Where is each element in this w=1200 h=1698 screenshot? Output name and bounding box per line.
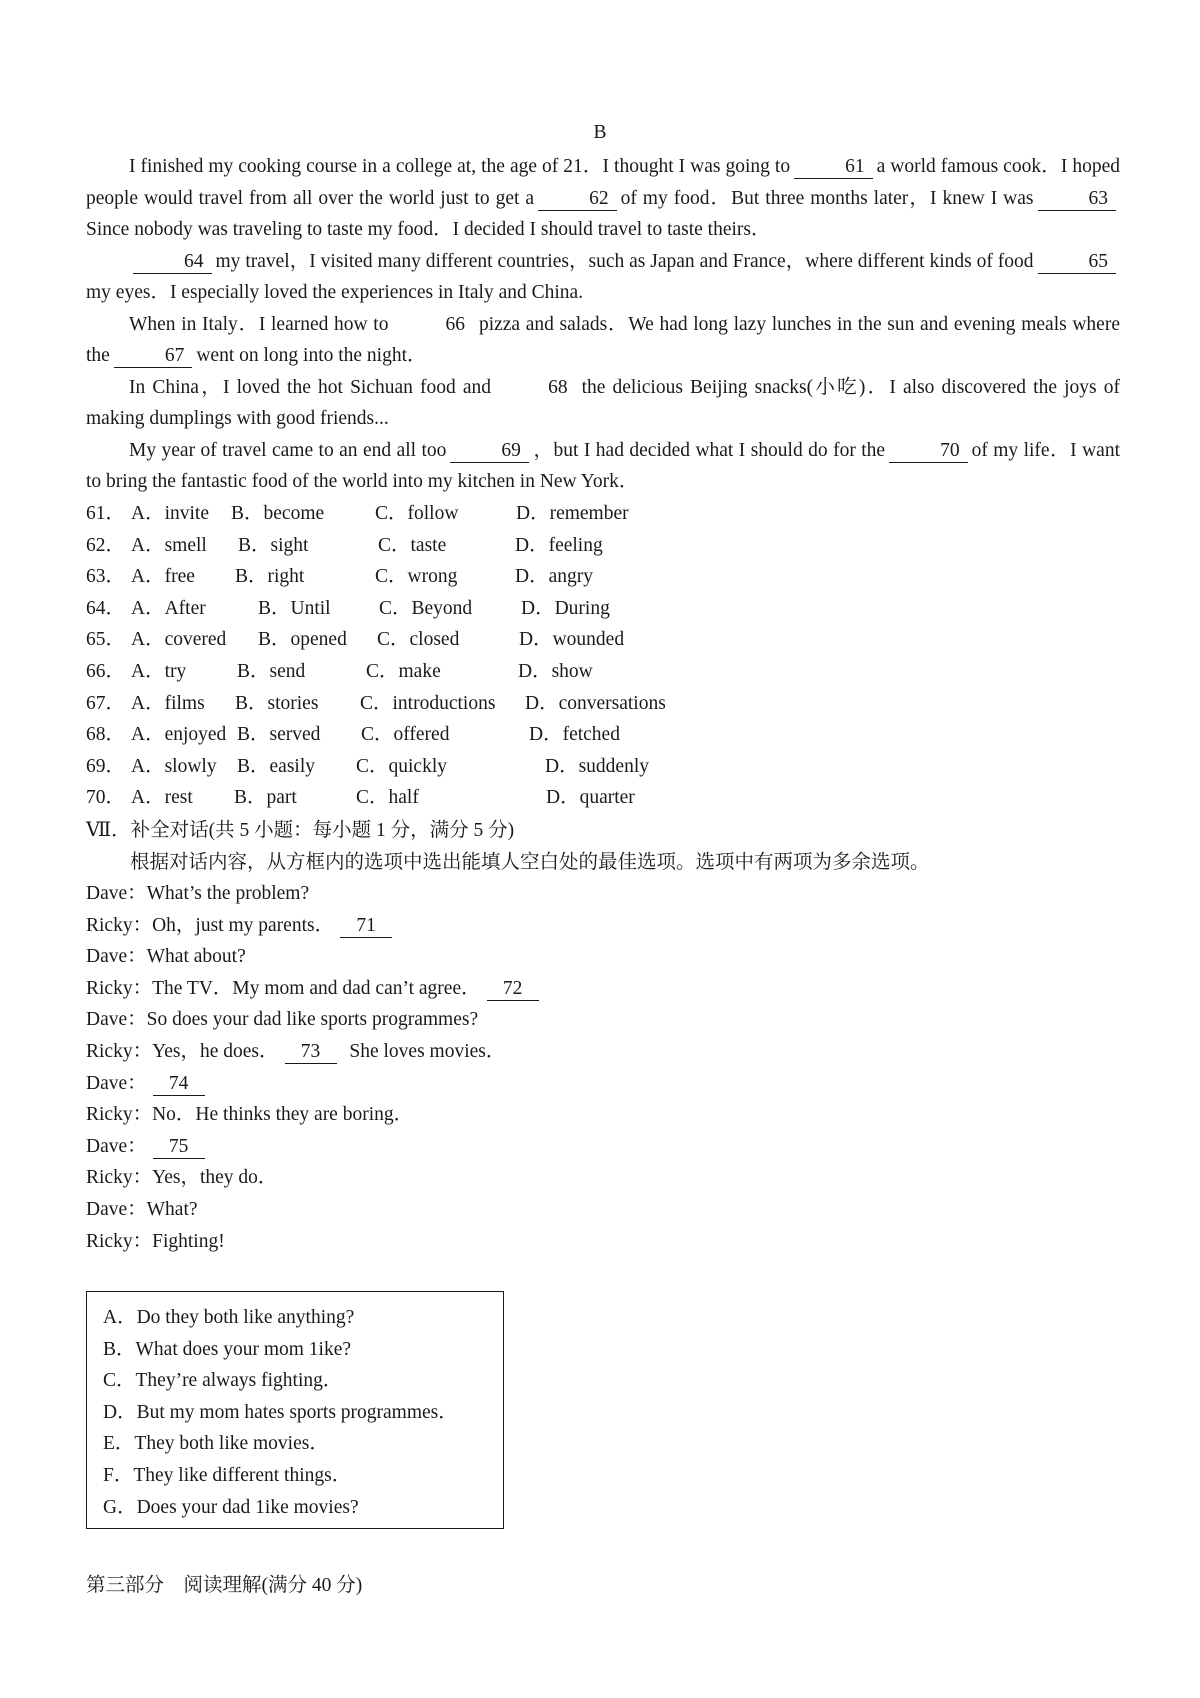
line-text: What’s the problem? — [146, 883, 310, 904]
line-text: The TV．My mom and dad can’t agree． — [152, 977, 481, 999]
option-a: A．free — [131, 566, 195, 588]
passage-text: Since nobody was traveling to taste my food．I decided I should travel to taste theirs． — [86, 219, 771, 240]
option-c: C．follow — [375, 503, 459, 524]
option-c: C．half — [356, 787, 419, 809]
line-text: Yes，they do． — [152, 1167, 278, 1189]
blank-64: 64 — [133, 251, 212, 274]
section-vii-title: Ⅶ．补全对话(共 5 小题：每小题 1 分，满分 5 分) — [86, 820, 515, 841]
question-number: 63． — [86, 566, 126, 588]
section-letter: B — [593, 122, 607, 143]
option-d: D．show — [518, 660, 593, 682]
dialogue-line — [86, 1194, 539, 1226]
dialogue-line — [86, 1068, 539, 1100]
option-a: A．try — [131, 660, 187, 682]
choice-option: B．What does your mom 1ike? — [103, 1338, 352, 1360]
blank-71: 71 — [340, 915, 392, 938]
line-text-after: She loves movies． — [344, 1040, 506, 1062]
passage-paragraph — [86, 372, 1120, 435]
line-text: What about? — [146, 946, 246, 968]
speaker: Ricky： — [86, 1230, 153, 1252]
blank-73: 73 — [285, 1041, 337, 1064]
question-number: 69． — [86, 755, 126, 777]
option-b: B．served — [237, 724, 321, 746]
blank-63: 63 — [1038, 188, 1117, 211]
passage-text: a world famous cook．I hoped people would travel from all over the world just to get a — [86, 156, 1120, 209]
choice-option: G．Does your dad 1ike movies? — [103, 1496, 359, 1518]
line-text: So does your dad like sports programmes? — [146, 1009, 479, 1031]
passage-text: My year of travel came to an end all too — [129, 439, 447, 461]
choice-option: C．They’re always fighting． — [103, 1370, 343, 1392]
speaker: Ricky： — [86, 914, 153, 936]
cloze-passage — [86, 151, 1120, 498]
option-c: C．offered — [361, 724, 450, 746]
speaker: Ricky： — [86, 977, 153, 999]
blank-70: 70 — [889, 440, 968, 463]
dialogue-line — [86, 1099, 539, 1131]
line-text: What? — [146, 1198, 198, 1220]
passage-paragraph — [86, 151, 1120, 246]
option-c: C．taste — [378, 534, 447, 556]
dialogue-line — [86, 1226, 539, 1258]
option-d: D．quarter — [546, 787, 635, 809]
blank-75: 75 — [153, 1136, 205, 1159]
line-text: No．He thinks they are boring． — [152, 1104, 414, 1126]
blank-69: 69 — [450, 440, 529, 463]
passage-text: my eyes．I especially loved the experiences in Italy and China. — [86, 282, 584, 303]
question-number: 68． — [86, 724, 126, 746]
option-d: D．conversations — [525, 692, 666, 714]
passage-text: the delicious Beijing snacks(小吃)．I also discovered the joys of making dumplings with good friends... — [86, 376, 1120, 429]
dialogue-line — [86, 1162, 539, 1194]
option-d: D．angry — [515, 566, 593, 588]
choice-option: A．Do they both like anything? — [103, 1307, 355, 1328]
option-b: B．easily — [237, 755, 315, 777]
question-number: 62． — [86, 534, 126, 556]
option-c: C．quickly — [356, 755, 447, 777]
section-vii-instructions: 根据对话内容，从方框内的选项中选出能填人空白处的最佳选项。选项中有两项为多余选项。 — [130, 851, 930, 873]
option-a: A．covered — [131, 629, 227, 651]
passage-text: my travel，I visited many different countries，such as Japan and France，where different kinds of food — [215, 250, 1034, 272]
option-c: C．closed — [377, 629, 460, 651]
option-d: D．wounded — [519, 629, 625, 651]
passage-text: pizza and salads．We had long lazy lunches in the sun and evening meals where the — [86, 313, 1120, 366]
option-b: B．part — [234, 787, 297, 809]
line-text: Oh，just my parents． — [152, 914, 335, 936]
option-b: B．stories — [235, 692, 319, 714]
line-text: Fighting! — [152, 1230, 225, 1252]
option-b: B．right — [235, 566, 305, 588]
option-b: B．opened — [258, 629, 347, 651]
blank-72: 72 — [487, 978, 539, 1001]
blank-61: 61 — [794, 156, 873, 179]
option-b: B．sight — [238, 534, 309, 556]
choice-option: F．They like different things． — [103, 1464, 352, 1486]
dialogue-line — [86, 910, 539, 942]
option-d: D．During — [521, 597, 610, 619]
dialogue-line — [86, 878, 539, 910]
option-c: C．introductions — [360, 692, 496, 714]
option-d: D．feeling — [515, 534, 603, 556]
choice-option: D．But my mom hates sports programmes． — [103, 1401, 458, 1423]
passage-text: In China，I loved the hot Sichuan food and — [129, 376, 492, 398]
passage-text: When in Italy．I learned how to — [129, 313, 389, 335]
blank-66: 66 — [445, 313, 465, 335]
dialogue-line — [86, 1131, 539, 1163]
option-d: D．suddenly — [545, 755, 649, 777]
passage-text: went on long into the night． — [196, 345, 427, 366]
part-three-heading: 第三部分 阅读理解(满分 40 分) — [86, 1575, 363, 1596]
passage-text: of my food．But three months later，I knew I was — [620, 187, 1034, 209]
speaker: Dave： — [86, 946, 147, 968]
speaker: Ricky： — [86, 1167, 153, 1189]
speaker: Dave： — [86, 883, 147, 904]
option-a: A．invite — [131, 503, 209, 524]
choice-option: E．They both like movies． — [103, 1433, 329, 1455]
question-number: 70． — [86, 787, 126, 809]
blank-65: 65 — [1038, 251, 1117, 274]
question-number: 61． — [86, 503, 126, 524]
section-vii — [86, 815, 930, 878]
passage-paragraph — [86, 309, 1120, 372]
option-b: B．send — [237, 660, 306, 682]
option-a: A．enjoyed — [131, 724, 227, 746]
option-c: C．make — [366, 660, 441, 682]
passage-text: I finished my cooking course in a college at, the age of 21．I thought I was going to — [129, 156, 791, 177]
question-number: 64． — [86, 597, 126, 619]
blank-74: 74 — [153, 1073, 205, 1096]
option-c: C．Beyond — [379, 597, 473, 619]
question-number: 67． — [86, 692, 126, 714]
question-number: 66． — [86, 660, 126, 682]
dialogue-line — [86, 941, 539, 973]
speaker: Dave： — [86, 1072, 147, 1094]
option-b: B．Until — [258, 597, 331, 619]
blank-62: 62 — [538, 188, 617, 211]
option-d: D．fetched — [529, 724, 620, 746]
speaker: Dave： — [86, 1198, 147, 1220]
option-b: B．become — [231, 503, 325, 524]
dialogue — [86, 878, 539, 1257]
dialogue-line — [86, 1004, 539, 1036]
passage-paragraph — [86, 435, 1120, 498]
option-a: A．slowly — [131, 755, 217, 777]
passage-paragraph — [86, 246, 1120, 309]
option-c: C．wrong — [375, 566, 458, 588]
speaker: Dave： — [86, 1009, 147, 1031]
passage-text: ，but I had decided what I should do for the — [532, 439, 886, 461]
dialogue-line — [86, 1036, 539, 1068]
line-text: Yes，he does． — [152, 1040, 279, 1062]
option-a: A．rest — [131, 787, 193, 809]
dialogue-line — [86, 973, 539, 1005]
speaker: Ricky： — [86, 1040, 153, 1062]
choice-box — [86, 1291, 504, 1529]
option-d: D．remember — [516, 503, 629, 524]
speaker: Dave： — [86, 1135, 147, 1157]
blank-68: 68 — [548, 376, 568, 398]
speaker: Ricky： — [86, 1104, 153, 1126]
question-number: 65． — [86, 629, 126, 651]
passage-text: of my life．I want to bring the fantastic food of the world into my kitchen in New York． — [86, 439, 1121, 492]
option-a: A．After — [131, 597, 206, 619]
option-a: A．films — [131, 692, 205, 714]
option-a: A．smell — [131, 534, 207, 556]
blank-67: 67 — [114, 345, 193, 368]
